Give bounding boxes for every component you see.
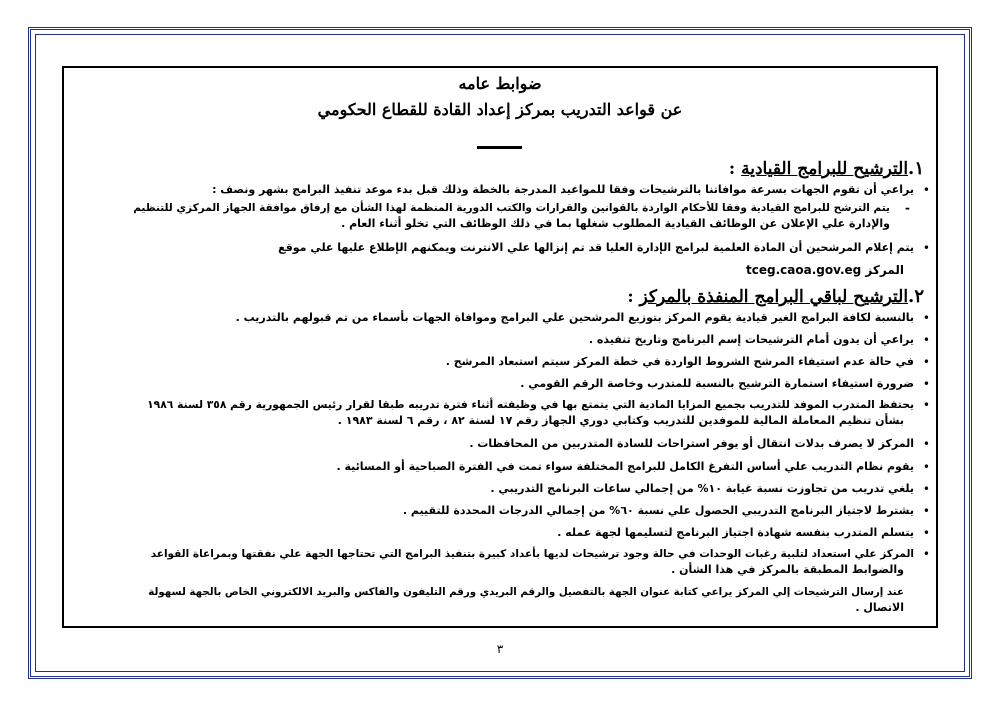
list-item: يتم إعلام المرشحين أن المادة العلمية لبرامج الإدارة العليا قد تم إنزالها علي الانترنت ويمكنهم الإطلاع عليها علي موقع	[278, 241, 914, 254]
section-2-title	[627, 286, 924, 308]
section-2-number: ٢.	[908, 286, 924, 307]
list-item: في حالة عدم استيفاء المرشح الشروط الواردة في خطة المركز سيتم استبعاد المرشح .	[445, 355, 914, 368]
bullet-icon: •	[922, 526, 930, 540]
list-item-continuation: المركز tceg.caoa.gov.eg	[746, 263, 904, 277]
document-heading	[62, 72, 938, 124]
section-1-colon: :	[728, 159, 736, 179]
bullet-icon: •	[922, 183, 930, 197]
page-number: ٣	[496, 642, 504, 656]
list-item-continuation: والضوابط المطبقة بالمركز في هذا الشأن .	[671, 563, 904, 576]
list-item: ضرورة استيفاء استمارة الترشيح بالنسبة للمتدرب وخاصة الرقم القومي .	[520, 377, 914, 390]
bullet-icon: •	[922, 398, 930, 412]
list-item-continuation: والإدارة علي الإعلان عن الوظائف القيادية المطلوب شغلها بما في ذلك الوظائف التي تخلو أثناء العام .	[341, 217, 890, 230]
bullet-icon: •	[922, 460, 930, 474]
bullet-icon: •	[922, 377, 930, 391]
list-item-continuation: الاتصال .	[855, 601, 904, 614]
bullet-icon: •	[922, 482, 930, 496]
bullet-icon: •	[922, 355, 930, 369]
section-1-title	[729, 158, 924, 180]
list-item: يقوم نظام التدريب علي أساس التفرغ الكامل للبرامج المختلفة سواء تمت في الفترة الصباحية أو المسائية .	[336, 460, 914, 473]
list-item: عند إرسال الترشيحات إلي المركز يراعي كتابة عنوان الجهة بالتفصيل والرقم البريدي ورقم التليفون والفاكس والبريد الالكتروني الخاص بالجهة لسهولة	[148, 586, 904, 598]
section-1-heading: الترشيح للبرامج القيادية	[741, 159, 909, 179]
list-item: يراعي أن يدون أمام الترشيحات إسم البرنامج وتاريخ تنفيذه .	[588, 333, 914, 346]
list-item: يتسلم المتدرب بنفسه شهادة اجتياز البرنامج لتسليمها لجهة عمله .	[557, 526, 914, 539]
section-1-number: ١.	[908, 158, 924, 179]
list-item: يتم الترشح للبرامج القيادية وفقا للأحكام الواردة بالقوانين والقرارات والكتب الدورية المنظمة لهذا الشأن مع إرفاق موافقة الجهاز المركزي للتنظيم	[133, 202, 890, 214]
heading-subtitle: عن قواعد التدريب بمركز إعداد القادة للقطاع الحكومي	[317, 100, 683, 119]
bullet-icon: •	[922, 333, 930, 347]
list-item-continuation: بشأن تنظيم المعاملة المالية للموفدين للتدريب وكتابي دوري الجهاز رقم ١٧ لسنة ٨٢ ، رقم ٦ لسنة ١٩٨٣ .	[337, 414, 904, 427]
bullet-icon: •	[922, 504, 930, 518]
dash-icon: -	[905, 201, 910, 215]
list-item: يحتفظ المتدرب الموفد للتدريب بجميع المزايا المادية التي يتمتع بها في وظيفته أثناء فترة تدريبه طبقا لقرار رئيس الجمهورية رقم ٣٥٨ لسنة ١٩٨٦	[147, 398, 914, 411]
bullet-icon: •	[922, 437, 930, 451]
list-item: يلغي تدريب من تجاوزت نسبة غيابة ١٠% من إجمالي ساعات البرنامج التدريبي .	[490, 482, 914, 495]
heading-divider	[477, 146, 522, 149]
heading-title: ضوابط عامه	[458, 74, 542, 93]
list-item: يشترط لاجتياز البرنامج التدريبي الحصول علي نسبة ٦٠% من إجمالي الدرجات المحددة للتقييم .	[402, 504, 914, 517]
list-item: بالنسبة لكافة البرامج الغير قيادية يقوم المركز بتوزيع المرشحين علي البرامج وموافاة الجهات بأسماء من تم قبولهم بالتدريب .	[235, 311, 914, 324]
list-item: المركز لا يصرف بدلات انتقال أو يوفر استراحات للسادة المتدربين من المحافظات .	[469, 437, 914, 450]
list-item: يراعي أن تقوم الجهات بسرعة موافاتنا بالترشيحات وفقا للمواعيد المدرجة بالخطة وذلك قبل بدء موعد تنفيذ البرامج بشهر ونصف :	[212, 183, 914, 196]
bullet-icon: •	[922, 547, 930, 561]
bullet-icon: •	[922, 311, 930, 325]
section-2-colon: :	[627, 287, 634, 307]
section-2-heading: الترشيح لباقي البرامج المنفذة بالمركز	[639, 287, 909, 307]
bullet-icon: •	[922, 241, 930, 255]
list-item: المركز علي استعداد لتلبية رغبات الوحدات في حالة وجود ترشيحات لديها بأعداد كبيرة بتنفيذ البرامج التي تحتاجها الجهة علي نفقتها وبمراعاة القواعد	[150, 548, 914, 560]
